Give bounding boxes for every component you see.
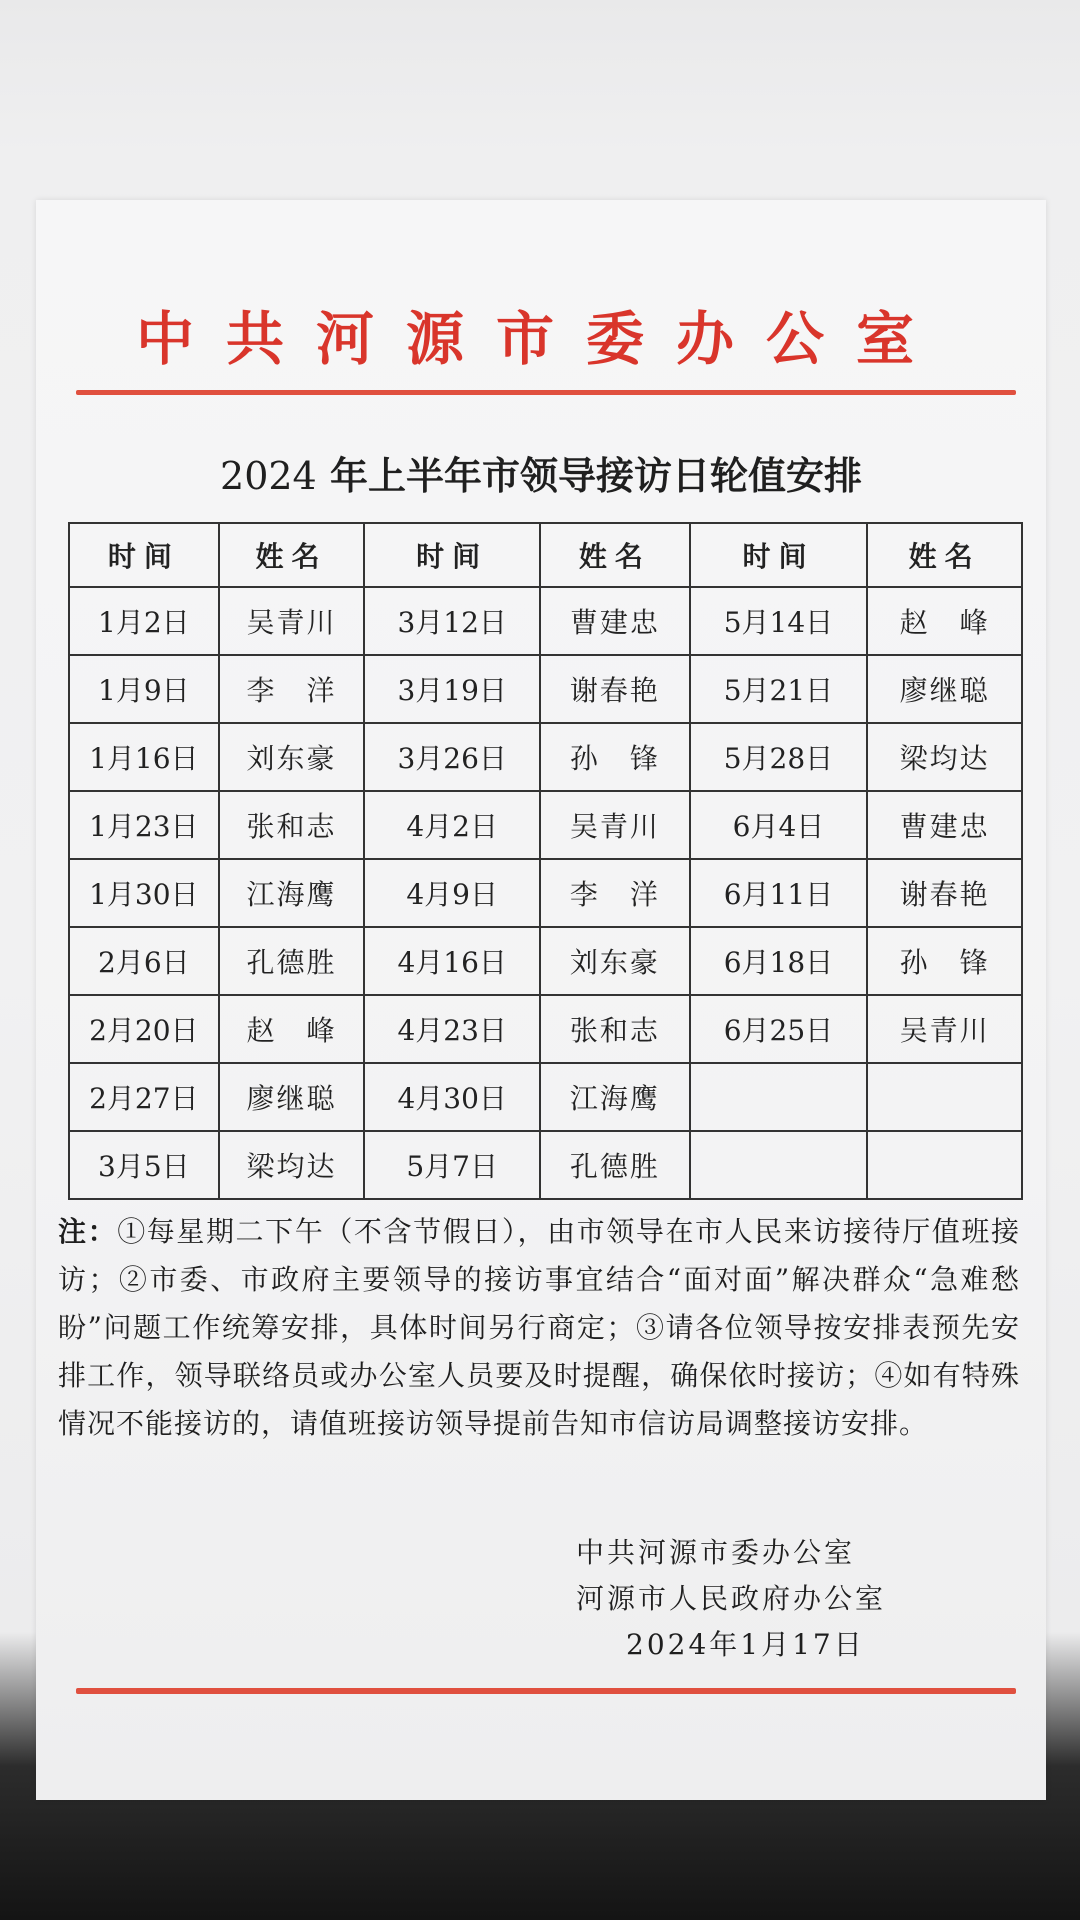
table-row — [69, 791, 1022, 859]
date-cell: 5月7日 — [364, 1131, 540, 1199]
signature-date: 2024年1月17日 — [626, 1628, 865, 1661]
name-cell: 江海鹰 — [540, 1063, 690, 1131]
name-cell: 孔德胜 — [540, 1131, 690, 1199]
date-cell: 4月16日 — [364, 927, 540, 995]
header-name: 姓名 — [540, 523, 690, 587]
date-cell — [690, 1131, 868, 1199]
title-year: 2024 — [220, 454, 317, 498]
date-cell: 1月16日 — [69, 723, 219, 791]
table-row — [69, 587, 1022, 655]
date-cell: 5月21日 — [690, 655, 868, 723]
date-cell — [690, 1063, 868, 1131]
name-cell: 梁均达 — [219, 1131, 365, 1199]
table-row — [69, 655, 1022, 723]
name-cell: 张和志 — [540, 995, 690, 1063]
name-cell: 廖继聪 — [867, 655, 1022, 723]
date-cell: 4月23日 — [364, 995, 540, 1063]
duty-schedule-table — [68, 522, 1023, 1200]
name-cell: 孙 锋 — [867, 927, 1022, 995]
date-cell: 6月25日 — [690, 995, 868, 1063]
signature-block — [576, 1530, 886, 1668]
signature-org-government: 河源市人民政府办公室 — [576, 1582, 887, 1615]
name-cell: 李 洋 — [540, 859, 690, 927]
date-cell: 4月30日 — [364, 1063, 540, 1131]
document-title — [36, 445, 1046, 500]
name-cell: 孔德胜 — [219, 927, 365, 995]
table-row — [69, 723, 1022, 791]
date-cell: 1月2日 — [69, 587, 219, 655]
date-cell: 5月28日 — [690, 723, 868, 791]
name-cell: 吴青川 — [867, 995, 1022, 1063]
header-name: 姓名 — [219, 523, 365, 587]
name-cell: 赵 峰 — [219, 995, 365, 1063]
date-cell: 5月14日 — [690, 587, 868, 655]
table-row — [69, 859, 1022, 927]
footer-red-line — [76, 1688, 1016, 1694]
notes-text: ①每星期二下午（不含节假日），由市领导在市人民来访接待厅值班接访；②市委、市政府主要领导的接访事宜结合“面对面”解决群众“急难愁盼”问题工作统筹安排，具体时间另行商定；③请各位领导按安排表预先安排工作，领导联络员或办公室人员要及时提醒，确保依时接访；④如有特殊情况不能接访的，请值班接访领导提前告知市信访局调整接访安排。 — [58, 1215, 1020, 1440]
name-cell — [867, 1131, 1022, 1199]
name-cell: 曹建忠 — [540, 587, 690, 655]
title-text: 年上半年市领导接访日轮值安排 — [316, 453, 862, 498]
date-cell: 4月2日 — [364, 791, 540, 859]
name-cell — [867, 1063, 1022, 1131]
name-cell: 谢春艳 — [867, 859, 1022, 927]
header-time: 时间 — [364, 523, 540, 587]
date-cell: 6月4日 — [690, 791, 868, 859]
date-cell: 2月6日 — [69, 927, 219, 995]
name-cell: 张和志 — [219, 791, 365, 859]
date-cell: 1月9日 — [69, 655, 219, 723]
letterhead-red-line — [76, 390, 1016, 395]
signature-org-party: 中共河源市委办公室 — [576, 1536, 856, 1569]
table-row — [69, 1063, 1022, 1131]
date-cell: 3月12日 — [364, 587, 540, 655]
table-row — [69, 1131, 1022, 1199]
name-cell: 江海鹰 — [219, 859, 365, 927]
table-row — [69, 995, 1022, 1063]
name-cell: 李 洋 — [219, 655, 365, 723]
table-header-row — [69, 523, 1022, 587]
name-cell: 刘东豪 — [540, 927, 690, 995]
notes-label: 注： — [58, 1215, 118, 1248]
date-cell: 3月19日 — [364, 655, 540, 723]
name-cell: 梁均达 — [867, 723, 1022, 791]
name-cell: 吴青川 — [219, 587, 365, 655]
date-cell: 6月11日 — [690, 859, 868, 927]
name-cell: 廖继聪 — [219, 1063, 365, 1131]
header-time: 时间 — [690, 523, 868, 587]
name-cell: 曹建忠 — [867, 791, 1022, 859]
header-time: 时间 — [69, 523, 219, 587]
header-name: 姓名 — [867, 523, 1022, 587]
date-cell: 2月20日 — [69, 995, 219, 1063]
date-cell: 1月23日 — [69, 791, 219, 859]
date-cell: 2月27日 — [69, 1063, 219, 1131]
name-cell: 赵 峰 — [867, 587, 1022, 655]
date-cell: 3月26日 — [364, 723, 540, 791]
name-cell: 孙 锋 — [540, 723, 690, 791]
date-cell: 3月5日 — [69, 1131, 219, 1199]
notes-paragraph — [58, 1208, 1020, 1448]
date-cell: 6月18日 — [690, 927, 868, 995]
name-cell: 谢春艳 — [540, 655, 690, 723]
name-cell: 吴青川 — [540, 791, 690, 859]
document-sheet — [36, 200, 1046, 1800]
name-cell: 刘东豪 — [219, 723, 365, 791]
table-row — [69, 927, 1022, 995]
date-cell: 4月9日 — [364, 859, 540, 927]
letterhead-org: 中共河源市委办公室 — [135, 305, 946, 373]
date-cell: 1月30日 — [69, 859, 219, 927]
